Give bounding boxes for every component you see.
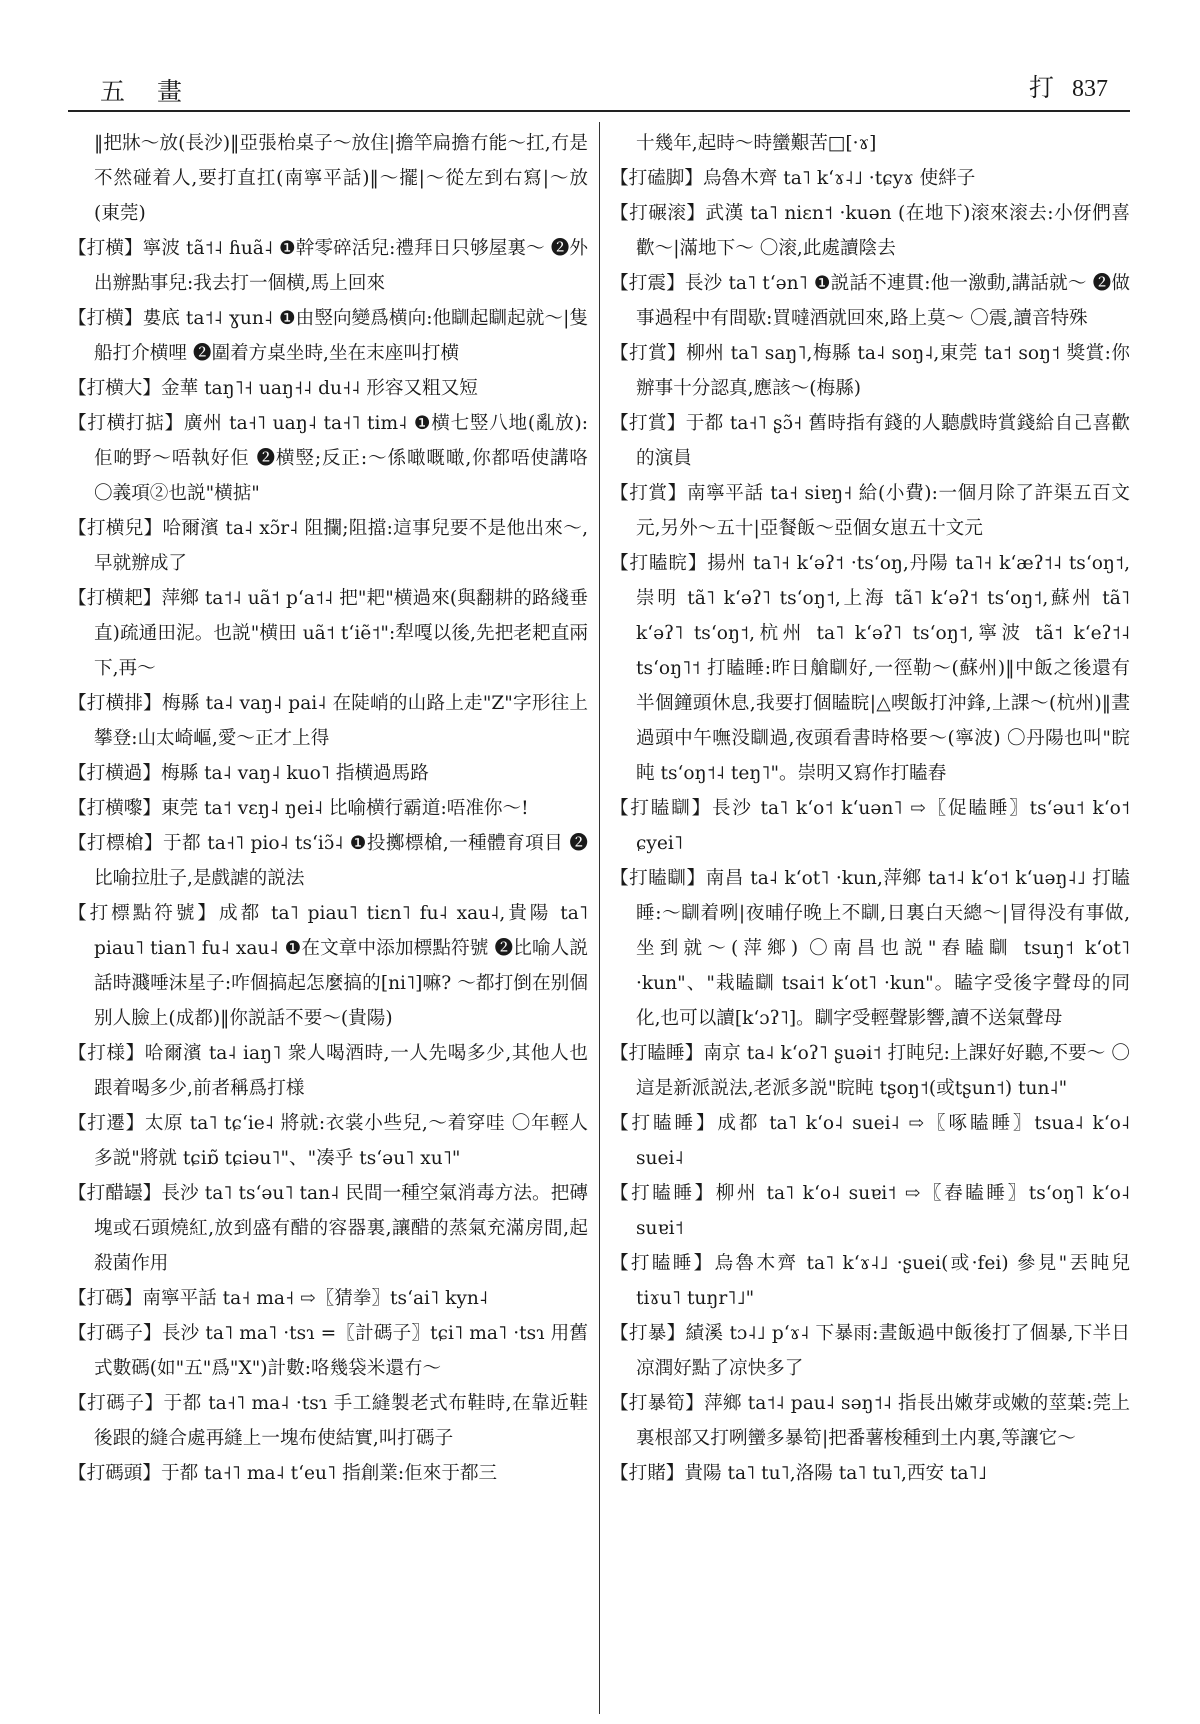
dictionary-entry: 【打賞】南寧平話 ta˧ siɐŋ˧ 給(小費):一個月除了許渠五百文元,另外～五十|亞餐飯～亞個女崽五十文元 bbox=[610, 483, 1130, 539]
dictionary-entry: 【打碼頭】于都 ta˧˥ ma˨ tʻeu˥ 指創業:佢來于都三 bbox=[68, 1463, 498, 1484]
dictionary-entry: 【打瞌睡】成都 ta˥ kʻo˨ suei˨ ⇨〖啄瞌睡〗tsua˨ kʻo˨ suei˨ bbox=[610, 1113, 1130, 1169]
dictionary-entry: 【打瞌睡】柳州 ta˥ kʻo˨ suɐi˦ ⇨〖舂瞌睡〗tsʻoŋ˥ kʻo˨ suɐi˦ bbox=[610, 1183, 1130, 1239]
dictionary-entry: 【打横排】梅縣 ta˨ vaŋ˨ pai˨ 在陡峭的山路上走"Z"字形往上攀登:山太崎嶇,愛～正才上得 bbox=[68, 693, 588, 749]
dictionary-entry: 【打横兒】哈爾濱 ta˨ xɔ̃r˨ 阻攔;阻擋:這事兒要不是他出來～,早就辦成了 bbox=[68, 518, 588, 574]
page-number: 837 bbox=[1072, 76, 1108, 102]
dictionary-entry: 【打震】長沙 ta˥ tʻən˥ ❶説話不連貫:他一激動,講話就～ ❷做事過程中有間歇:買噠酒就回來,路上莫～ 〇震,讀音特殊 bbox=[610, 273, 1130, 329]
entry-continuation: 十幾年,起時～時蠻艱苦□[·ɤ] bbox=[636, 133, 877, 154]
dictionary-entry: 【打碼子】于都 ta˧˥ ma˨ ·tsɿ 手工縫製老式布鞋時,在靠近鞋後跟的縫合處再縫上一塊布使結實,叫打碼子 bbox=[68, 1393, 588, 1449]
dictionary-entry: 【打標點符號】成都 ta˥ piau˥ tiɛn˥ fu˨ xau˨,貴陽 ta˥ piau˥ tian˥ fu˨ xau˨ ❶在文章中添加標點符號 ❷比喻人説話時濺唾沫星子:咋個搞起怎麼搞的[ni˥]嘛? ～都打倒在别個别人臉上(成都)‖你説話不要～(貴陽) bbox=[68, 903, 588, 1029]
dictionary-entry: 【打磕脚】烏魯木齊 ta˥ kʻɤ˨˩ ·tɕyɤ 使絆子 bbox=[610, 168, 976, 189]
dictionary-entry: 【打瞌瞓】南昌 ta˨ kʻot˥ ·kun,萍鄉 ta˦˨ kʻo˦ kʻuəŋ˨˩ 打瞌睡:～瞓着咧|夜晡仔晚上不瞓,日裏白天總～|冒得没有事做,坐到就～(萍鄉) 〇南昌也説"舂瞌瞓 tsuŋ˦ kʻot˥ ·kun"、"栽瞌瞓 tsai˦ kʻot˥ ·kun"。瞌字受後字聲母的同化,也可以讀[kʻɔʔ˥]。瞓字受輕聲影響,讀不送氣聲母 bbox=[610, 868, 1130, 1029]
dictionary-entry: 【打暴】績溪 tɔ˨˩ pʻɤ˨ 下暴雨:晝飯過中飯後打了個暴,下半日凉潤好點了凉快多了 bbox=[610, 1323, 1130, 1379]
dictionary-entry: 【打瞌睆】揚州 ta˥˧ kʻəʔ˦ ·tsʻoŋ,丹陽 ta˥˧ kʻæʔ˦˨ tsʻoŋ˦,崇明 tã˥ kʻəʔ˥ tsʻoŋ˦,上海 tã˥ kʻəʔ˦ tsʻoŋ˦,蘇州 tã˥ kʻəʔ˥ tsʻoŋ˦,杭州 ta˥ kʻəʔ˥ tsʻoŋ˦,寧波 tã˦ kʻeʔ˦˨ tsʻoŋ˥˦ 打瞌睡:昨日艙瞓好,一徑勒～(蘇州)‖中飯之後還有半個鐘頭休息,我要打個瞌睆|△喫飯打沖鋒,上課～(杭州)‖晝過頭中午嘸没瞓過,夜頭看書時格要～(寧波) 〇丹陽也叫"睆盹 tsʻoŋ˦˨ teŋ˥"。崇明又寫作打瞌舂 bbox=[610, 553, 1130, 784]
dictionary-entry: 【打碼】南寧平話 ta˧ ma˧ ⇨〖猜拳〗tsʻai˥ kyn˨ bbox=[68, 1288, 489, 1309]
head-character: 打 bbox=[1028, 73, 1054, 102]
running-head bbox=[1029, 68, 1108, 104]
dictionary-entry: 【打醋罎】長沙 ta˥ tsʻəu˥ tan˨ 民間一種空氣消毒方法。把磚塊或石頭燒紅,放到盛有醋的容器裏,讓醋的蒸氣充滿房間,起殺菌作用 bbox=[68, 1183, 588, 1274]
dictionary-entry: 【打標槍】于都 ta˧˥ pio˨ tsʻiɔ̃˨ ❶投擲標槍,一種體育項目 ❷比喻拉肚子,是戲謔的説法 bbox=[68, 833, 588, 889]
column-divider bbox=[599, 122, 600, 1714]
dictionary-entry: 【打賭】貴陽 ta˥ tu˥,洛陽 ta˥ tu˥,西安 ta˥˩ bbox=[610, 1463, 987, 1484]
right-column bbox=[610, 126, 1130, 1491]
page-header bbox=[68, 64, 1130, 112]
dictionary-entry: 【打横耙】萍鄉 ta˦˨ uã˦ pʻa˦˨ 把"耙"横過來(與翻耕的路綫垂直)疏通田泥。也説"横田 uã˦ tʻiẽ˦":犁嘎以後,先把老耙直兩下,再～ bbox=[68, 588, 588, 679]
section-title: 五 畫 bbox=[100, 77, 194, 106]
dictionary-entry: 【打横打掂】廣州 ta˧˥ uaŋ˨ ta˧˥ tim˨ ❶横七竪八地(亂放):佢啲野～唔執好佢 ❷横竪;反正:～係噉嘅噉,你都唔使講咯 〇義項②也説"横掂" bbox=[68, 413, 588, 504]
dictionary-entry: 【打碼子】長沙 ta˥ ma˥ ·tsɿ =〖計碼子〗tɕi˥ ma˥ ·tsɿ 用舊式數碼(如"五"爲"X")計數:咯幾袋米還冇～ bbox=[68, 1323, 588, 1379]
dictionary-entry: 【打賞】于都 ta˧˥ ʂɔ̃˧ 舊時指有錢的人聽戲時賞錢給自己喜歡的演員 bbox=[610, 413, 1130, 469]
entry-continuation: ‖把牀～放(長沙)‖亞張枱桌子～放住|擔竿扁擔冇能～扛,冇是不然碰着人,要打直扛(南寧平話)‖～擺|～從左到右寫|～放(東莞) bbox=[94, 133, 588, 224]
dictionary-entry: 【打瞌瞓】長沙 ta˥ kʻo˦ kʻuən˥ ⇨〖促瞌睡〗tsʻəu˦ kʻo˦ ɕyei˥ bbox=[610, 798, 1130, 854]
dictionary-entry: 【打瞌睡】南京 ta˨ kʻoʔ˥ ʂuəi˦ 打盹兒:上課好好聽,不要～ 〇這是新派説法,老派多説"睆盹 tʂoŋ˦(或tʂun˦) tun˨" bbox=[610, 1043, 1130, 1099]
left-column bbox=[68, 126, 588, 1491]
dictionary-entry: 【打瞌睡】烏魯木齊 ta˥ kʻɤ˨˩ ·ʂuei(或·fei) 參見"丟盹兒 tiɤu˥ tuŋr˥˩" bbox=[610, 1253, 1130, 1309]
dictionary-entry: 【打横】寧波 tã˦˨ ɦuã˨ ❶幹零碎活兒:禮拜日只够屋裏～ ❷外出辦點事兒:我去打一個横,馬上回來 bbox=[68, 238, 588, 294]
dictionary-entry: 【打様】哈爾濱 ta˨ iaŋ˥ 衆人喝酒時,一人先喝多少,其他人也跟着喝多少,前者稱爲打様 bbox=[68, 1043, 588, 1099]
dictionary-entry: 【打賞】柳州 ta˥ saŋ˥,梅縣 ta˨ soŋ˨,東莞 ta˦ soŋ˦ 獎賞:你辦事十分認真,應該～(梅縣) bbox=[610, 343, 1130, 399]
dictionary-entry: 【打横大】金華 taŋ˥˧ uaŋ˧˨ du˧˨ 形容又粗又短 bbox=[68, 378, 478, 399]
dictionary-entry: 【打横過】梅縣 ta˨ vaŋ˨ kuo˥ 指横過馬路 bbox=[68, 763, 429, 784]
dictionary-entry: 【打横嚟】東莞 ta˦ vɛŋ˨ ŋei˨ 比喻横行霸道:唔准你～! bbox=[68, 798, 529, 819]
dictionary-entry: 【打暴筍】萍鄉 ta˦˨ pau˨ səŋ˦˨ 指長出嫩芽或嫩的莖葉:莞上裏根部又打咧蠻多暴筍|把番薯梭種到土内裏,等讓它～ bbox=[610, 1393, 1130, 1449]
dictionary-entry: 【打碾滚】武漢 ta˥ niɛn˦ ·kuən (在地下)滚來滚去:小伢們喜歡～|滿地下～ 〇滚,此處讀陰去 bbox=[610, 203, 1130, 259]
dictionary-entry: 【打横】婁底 ta˦˨ ɣun˨ ❶由竪向變爲横向:他瞓起瞓起就～|隻船打介横哩 ❷圍着方桌坐時,坐在末座叫打横 bbox=[68, 308, 588, 364]
dictionary-entry: 【打遷】太原 ta˥ tɕʻie˨ 將就:衣裳小些兒,～着穿哇 〇年輕人多説"將就 tɕiɒ̃ tɕiəu˥"、"凑乎 tsʻəu˥ xu˥" bbox=[68, 1113, 588, 1169]
